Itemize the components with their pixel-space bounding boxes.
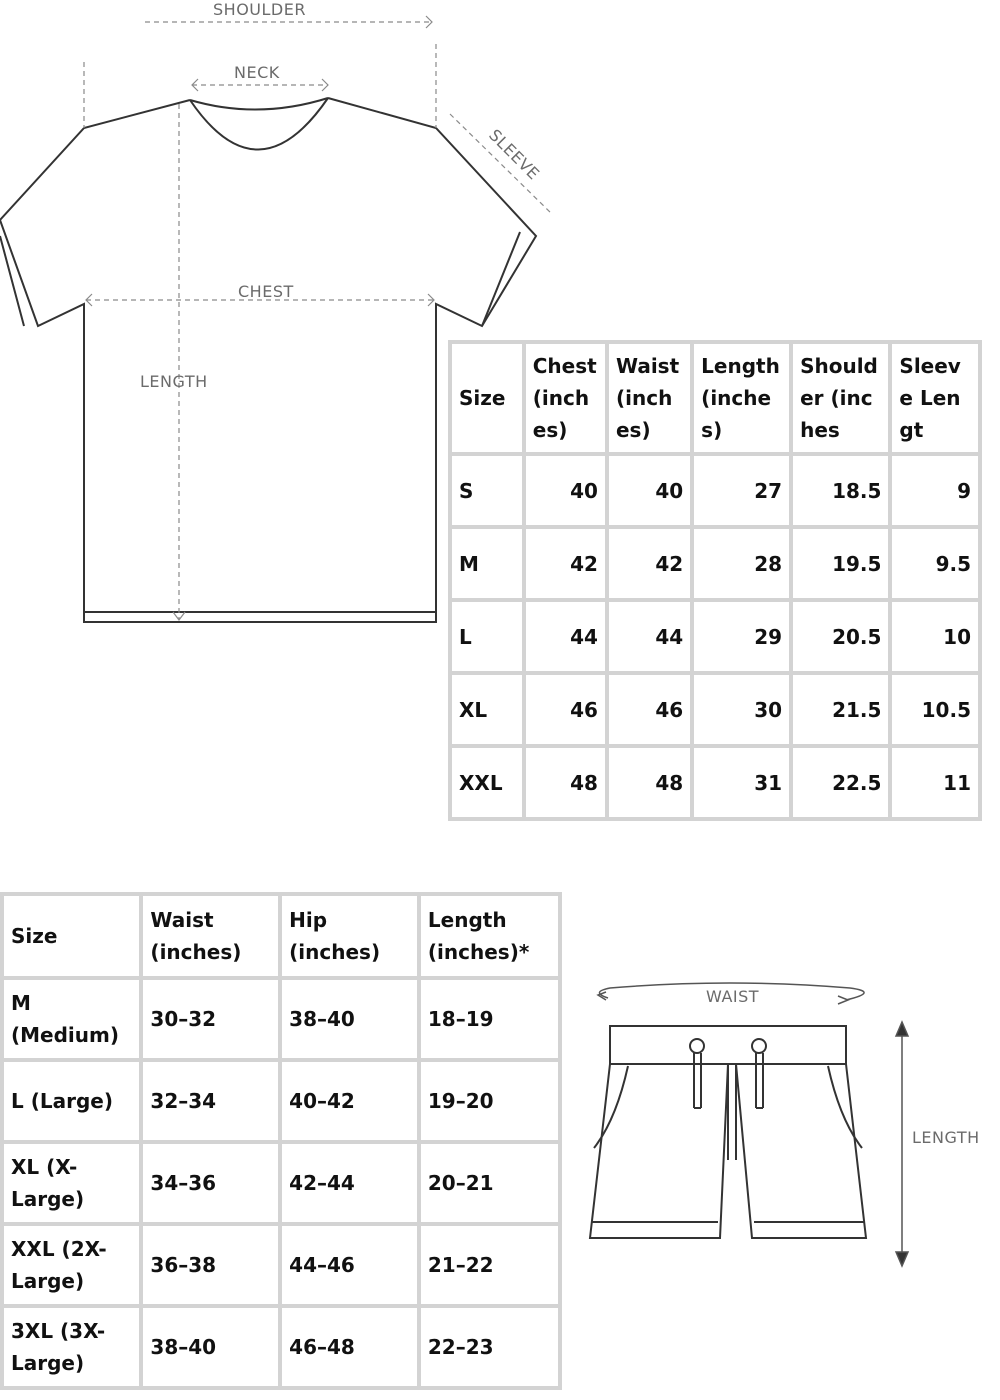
- header-length: Length (inches)*: [419, 894, 560, 978]
- table-row: [450, 673, 980, 746]
- cell-size: L (Large): [2, 1060, 141, 1142]
- header-chest: Chest (inches): [524, 342, 607, 454]
- table-row: [2, 1224, 560, 1306]
- table-row: [450, 746, 980, 819]
- cell-length: 21–22: [419, 1224, 560, 1306]
- shoulder-label: SHOULDER: [213, 0, 306, 19]
- cell-size: L: [450, 600, 524, 673]
- cell-length: 30: [692, 673, 791, 746]
- cell-chest: 44: [524, 600, 607, 673]
- header-size: Size: [2, 894, 141, 978]
- cell-hip: 44–46: [280, 1224, 419, 1306]
- cell-waist: 44: [607, 600, 692, 673]
- cell-waist: 42: [607, 527, 692, 600]
- cell-shoulder: 19.5: [791, 527, 890, 600]
- cell-shoulder: 22.5: [791, 746, 890, 819]
- shorts-size-table: [0, 892, 562, 1390]
- cell-hip: 42–44: [280, 1142, 419, 1224]
- cell-size: XL (X-Large): [2, 1142, 141, 1224]
- cell-length: 19–20: [419, 1060, 560, 1142]
- table-row: [2, 1060, 560, 1142]
- header-shoulder: Shoulder (inches: [791, 342, 890, 454]
- cell-length: 28: [692, 527, 791, 600]
- cell-sleeve: 9: [890, 454, 980, 527]
- cell-waist: 46: [607, 673, 692, 746]
- cell-sleeve: 10.5: [890, 673, 980, 746]
- cell-size: 3XL (3X-Large): [2, 1306, 141, 1388]
- table-row: [2, 1142, 560, 1224]
- cell-length: 18–19: [419, 978, 560, 1060]
- cell-waist: 34–36: [141, 1142, 280, 1224]
- waist-label: WAIST: [706, 987, 760, 1006]
- cell-hip: 38–40: [280, 978, 419, 1060]
- cell-size: S: [450, 454, 524, 527]
- cell-waist: 38–40: [141, 1306, 280, 1388]
- tshirt-size-table: [448, 340, 982, 821]
- header-waist: Waist (inches): [607, 342, 692, 454]
- shorts-waistband: [610, 1026, 846, 1064]
- cell-shoulder: 21.5: [791, 673, 890, 746]
- neck-label: NECK: [234, 63, 280, 82]
- cell-length: 29: [692, 600, 791, 673]
- cell-chest: 40: [524, 454, 607, 527]
- sleeve-label: SLEEVE: [485, 125, 544, 184]
- cell-chest: 46: [524, 673, 607, 746]
- cell-length: 31: [692, 746, 791, 819]
- cell-shoulder: 20.5: [791, 600, 890, 673]
- cell-sleeve: 11: [890, 746, 980, 819]
- chest-label: CHEST: [238, 282, 294, 301]
- header-sleeve-length: Sleeve Lengt: [890, 342, 980, 454]
- cell-length: 20–21: [419, 1142, 560, 1224]
- cell-waist: 32–34: [141, 1060, 280, 1142]
- header-length: Length (inches): [692, 342, 791, 454]
- shorts-length-label: LENGTH: [912, 1128, 980, 1147]
- cell-chest: 42: [524, 527, 607, 600]
- cell-waist: 36–38: [141, 1224, 280, 1306]
- header-waist: Waist (inches): [141, 894, 280, 978]
- header-size: Size: [450, 342, 524, 454]
- table-row: [450, 454, 980, 527]
- cell-chest: 48: [524, 746, 607, 819]
- table-row: [2, 1306, 560, 1388]
- cell-hip: 40–42: [280, 1060, 419, 1142]
- cell-size: XXL (2X-Large): [2, 1224, 141, 1306]
- cell-sleeve: 9.5: [890, 527, 980, 600]
- cell-size: XXL: [450, 746, 524, 819]
- table-header-row: [2, 894, 560, 978]
- cell-size: M (Medium): [2, 978, 141, 1060]
- table-row: [450, 527, 980, 600]
- cell-size: XL: [450, 673, 524, 746]
- header-hip: Hip (inches): [280, 894, 419, 978]
- cell-waist: 30–32: [141, 978, 280, 1060]
- cell-waist: 40: [607, 454, 692, 527]
- cell-waist: 48: [607, 746, 692, 819]
- cell-hip: 46–48: [280, 1306, 419, 1388]
- cell-sleeve: 10: [890, 600, 980, 673]
- cell-shoulder: 18.5: [791, 454, 890, 527]
- table-row: [450, 600, 980, 673]
- table-header-row: [450, 342, 980, 454]
- cell-length: 22–23: [419, 1306, 560, 1388]
- shorts-diagram: [570, 970, 990, 1280]
- cell-size: M: [450, 527, 524, 600]
- length-label: LENGTH: [140, 372, 208, 391]
- table-row: [2, 978, 560, 1060]
- cell-length: 27: [692, 454, 791, 527]
